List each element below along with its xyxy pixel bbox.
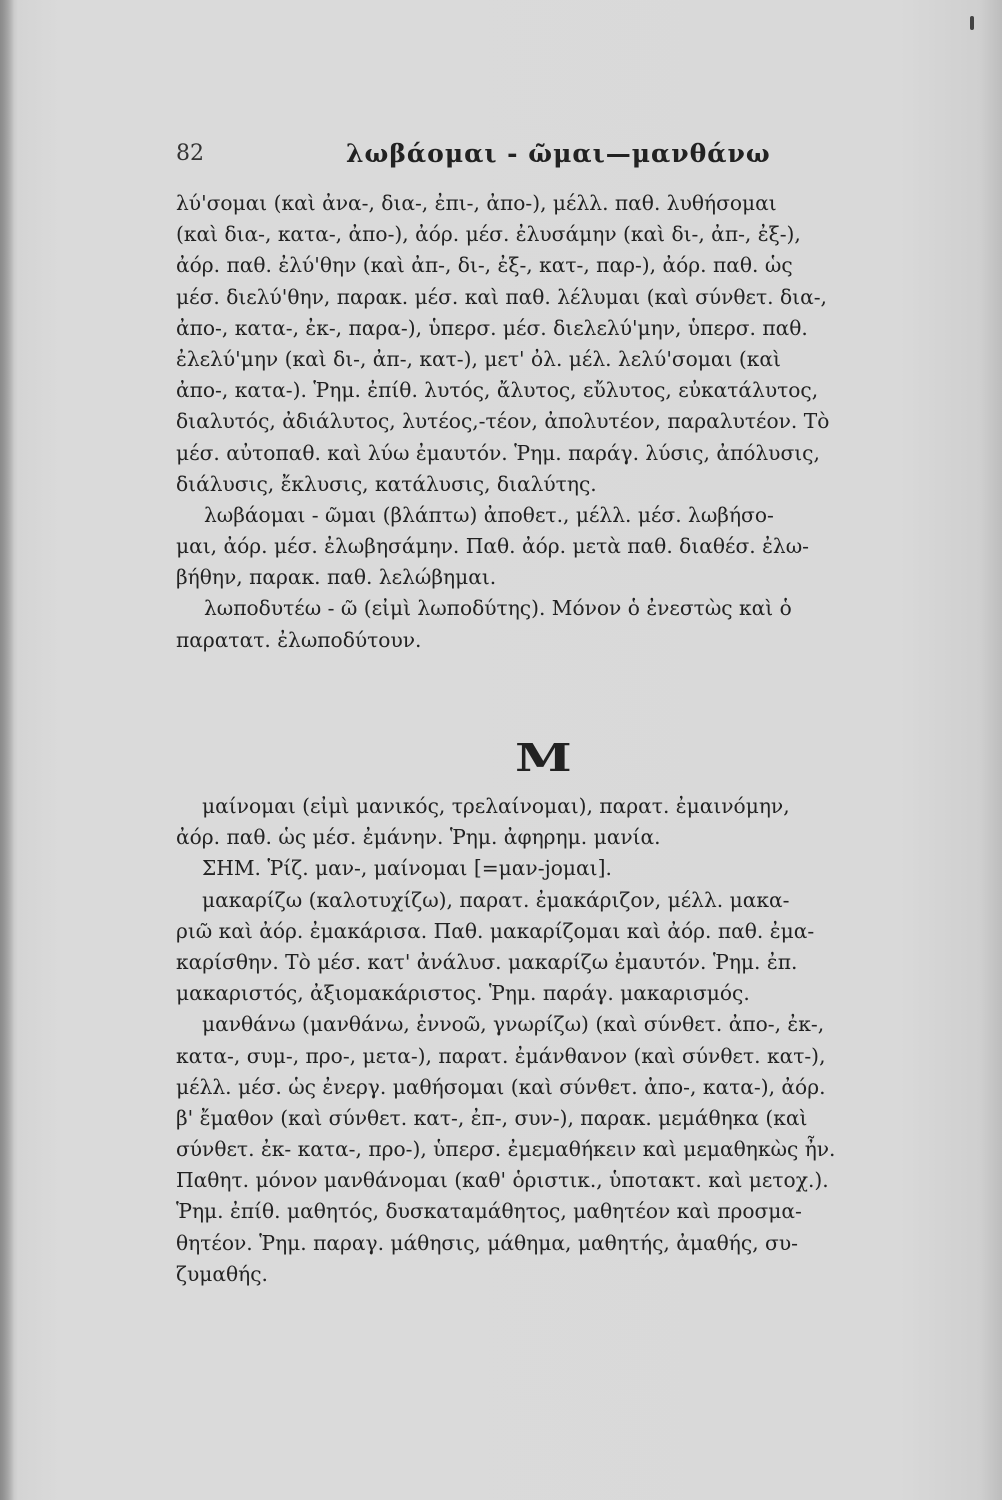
text-line: θητέον. Ῥημ. παραγ. μάθησις, μάθημα, μαθητής, ἀμαθής, συ- xyxy=(176,1230,798,1255)
text-line: διάλυσις, ἔκλυσις, κατάλυσις, διαλύτης. xyxy=(176,471,597,496)
text-line: Παθητ. μόνον μανθάνομαι (καθ' ὁριστικ., ὑποτακτ. καὶ μετοχ.). xyxy=(176,1168,829,1193)
text-line: βήθην, παρακ. παθ. λελώβημαι. xyxy=(176,565,497,590)
section-letter-heading: M xyxy=(514,735,570,780)
text-line: β' ἔμαθον (καὶ σύνθετ. κατ-, ἐπ-, συν-), παρακ. μεμάθηκα (καὶ xyxy=(176,1105,808,1130)
text-line: λύ'σομαι (καὶ ἀνα-, δια-, ἐπι-, ἀπο-), μέλλ. παθ. λυθήσομαι xyxy=(176,191,777,215)
text-line: ἀόρ. παθ. ἐλύ'θην (καὶ ἀπ-, δι-, ἐξ-, κατ-, παρ-), ἀόρ. παθ. ὡς xyxy=(176,253,793,278)
entry-headword-line: μανθάνω (μανθάνω, ἐννοῶ, γνωρίζω) (καὶ σύνθετ. ἀπο-, ἐκ-, xyxy=(202,1012,825,1037)
text-line: σύνθετ. ἐκ- κατα-, προ-), ὑπερσ. ἐμεμαθήκειν καὶ μεμαθηκὼς ἦν. xyxy=(176,1137,836,1162)
entry-headword-line: μακαρίζω (καλοτυχίζω), παρατ. ἐμακάριζον, μέλλ. μακα- xyxy=(202,887,790,912)
text-line: ριῶ καὶ ἀόρ. ἐμακάρισα. Παθ. μακαρίζομαι καὶ ἀόρ. παθ. ἐμα- xyxy=(176,918,815,943)
page-header xyxy=(176,135,836,175)
entry-headword-line: λωβάομαι - ῶμαι (βλάπτω) ἀποθετ., μέλλ. μέσ. λωβήσο- xyxy=(204,502,774,527)
entry-headword-line: μαίνομαι (εἰμὶ μανικός, τρελαίνομαι), παρατ. ἐμαινόμην, xyxy=(202,794,790,818)
binding-shadow xyxy=(0,0,14,1500)
text-line: μέσ. αὐτοπαθ. καὶ λύω ἐμαυτόν. Ῥημ. παράγ. λύσις, ἀπόλυσις, xyxy=(176,440,820,465)
text-line: ἀπο-, κατα-). Ῥημ. ἐπίθ. λυτός, ἄλυτος, εὔλυτος, εὐκατάλυτος, xyxy=(176,378,819,403)
page-number: 82 xyxy=(176,141,204,166)
entries-top xyxy=(176,188,830,656)
text-line: ἐλελύ'μην (καὶ δι-, ἀπ-, κατ-), μετ' ὀλ. μέλ. λελύ'σομαι (καὶ xyxy=(176,346,781,371)
paper-speck xyxy=(970,16,974,30)
note-line: ΣΗΜ. Ῥίζ. μαν-, μαίνομαι [=μαν-jομαι]. xyxy=(202,856,612,881)
text-line: μαι, ἀόρ. μέσ. ἐλωβησάμην. Παθ. ἀόρ. μετὰ παθ. διαθέσ. ἐλω- xyxy=(176,534,810,559)
text-line: Ῥημ. ἐπίθ. μαθητός, δυσκαταμάθητος, μαθητέον καὶ προσμα- xyxy=(176,1199,802,1224)
entries-bottom xyxy=(176,791,836,1290)
text-line: κατα-, συμ-, προ-, μετα-), παρατ. ἐμάνθανον (καὶ σύνθετ. κατ-), xyxy=(176,1043,826,1068)
text-line: μακαριστός, ἀξιομακάριστος. Ῥημ. παράγ. μακαρισμός. xyxy=(176,981,750,1006)
text-line: μέλλ. μέσ. ὡς ἐνεργ. μαθήσομαι (καὶ σύνθετ. ἀπο-, κατα-), ἀόρ. xyxy=(176,1074,826,1099)
running-head: λωβάομαι - ῶμαι—μανθάνω xyxy=(346,139,771,168)
text-line: καρίσθην. Τὸ μέσ. κατ' ἀνάλυσ. μακαρίζω ἐμαυτόν. Ῥημ. ἐπ. xyxy=(176,949,798,974)
text-line: (καὶ δια-, κατα-, ἀπο-), ἀόρ. μέσ. ἐλυσάμην (καὶ δι-, ἀπ-, ἐξ-), xyxy=(176,222,801,247)
text-line: ζυμαθής. xyxy=(176,1261,268,1286)
entry-headword-line: λωποδυτέω - ῶ (εἰμὶ λωποδύτης). Μόνον ὁ ἐνεστὼς καὶ ὁ xyxy=(204,596,792,621)
text-line: ἀπο-, κατα-, ἐκ-, παρα-), ὑπερσ. μέσ. διελελύ'μην, ὑπερσ. παθ. xyxy=(176,315,808,340)
text-line: διαλυτός, ἀδιάλυτος, λυτέος,-τέον, ἀπολυτέον, παραλυτέον. Τὸ xyxy=(176,409,830,434)
text-line: ἀόρ. παθ. ὡς μέσ. ἐμάνην. Ῥημ. ἀφηρημ. μανία. xyxy=(176,825,661,850)
text-line: μέσ. διελύ'θην, παρακ. μέσ. καὶ παθ. λέλυμαι (καὶ σύνθετ. δια-, xyxy=(176,284,827,309)
text-line: παρατατ. ἐλωποδύτουν. xyxy=(176,627,422,652)
